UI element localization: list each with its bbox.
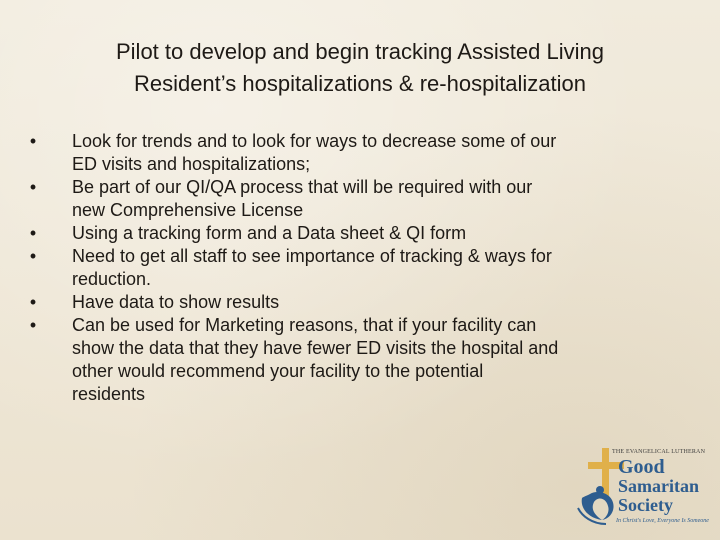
bullet-text-line: new Comprehensive License [72, 200, 304, 220]
bullet-dot: • [29, 315, 37, 335]
bullet-item [24, 291, 684, 314]
bullet-dot: • [29, 246, 37, 266]
bullet-dot: • [29, 131, 37, 151]
logo-top-text: THE EVANGELICAL LUTHERAN [612, 449, 706, 455]
bullet-text-line: ED visits and hospitalizations; [72, 154, 311, 174]
bullet-item [24, 222, 684, 245]
organization-logo [572, 446, 712, 532]
slide-title [40, 36, 680, 100]
bullet-dot: • [29, 223, 37, 243]
logo-tagline: In Christ's Love, Everyone Is Someone [616, 518, 709, 524]
bullet-dot: • [29, 292, 37, 312]
bullet-text-line: residents [72, 384, 146, 404]
bullet-text-line: other would recommend your facility to the potential [72, 361, 484, 381]
logo-line-society: Society [618, 495, 673, 515]
bullet-text-line: Be part of our QI/QA process that will be required with our [72, 177, 533, 197]
bullet-item [24, 176, 684, 222]
bullet-text-line: Need to get all staff to see importance of tracking & ways for [72, 246, 552, 266]
bullet-list [24, 130, 684, 406]
logo-line-samaritan: Samaritan [618, 476, 699, 496]
bullet-text-line: Can be used for Marketing reasons, that if your facility can [72, 315, 537, 335]
bullet-item [24, 130, 684, 176]
slide-title-line: Pilot to develop and begin tracking Assisted Living [116, 39, 604, 64]
bullet-text-line: show the data that they have fewer ED visits the hospital and [72, 338, 559, 358]
bullet-text-line: reduction. [72, 269, 152, 289]
bullet-text-line: Have data to show results [72, 292, 280, 312]
logo-line-good: Good [618, 456, 665, 478]
bullet-item [24, 245, 684, 291]
bullet-text-line: Look for trends and to look for ways to decrease some of our [72, 131, 557, 151]
bullet-text-line: Using a tracking form and a Data sheet & QI form [72, 223, 467, 243]
slide-title-line: Resident’s hospitalizations & re-hospitalization [133, 71, 587, 96]
bullet-dot: • [29, 177, 37, 197]
bullet-item [24, 314, 684, 406]
